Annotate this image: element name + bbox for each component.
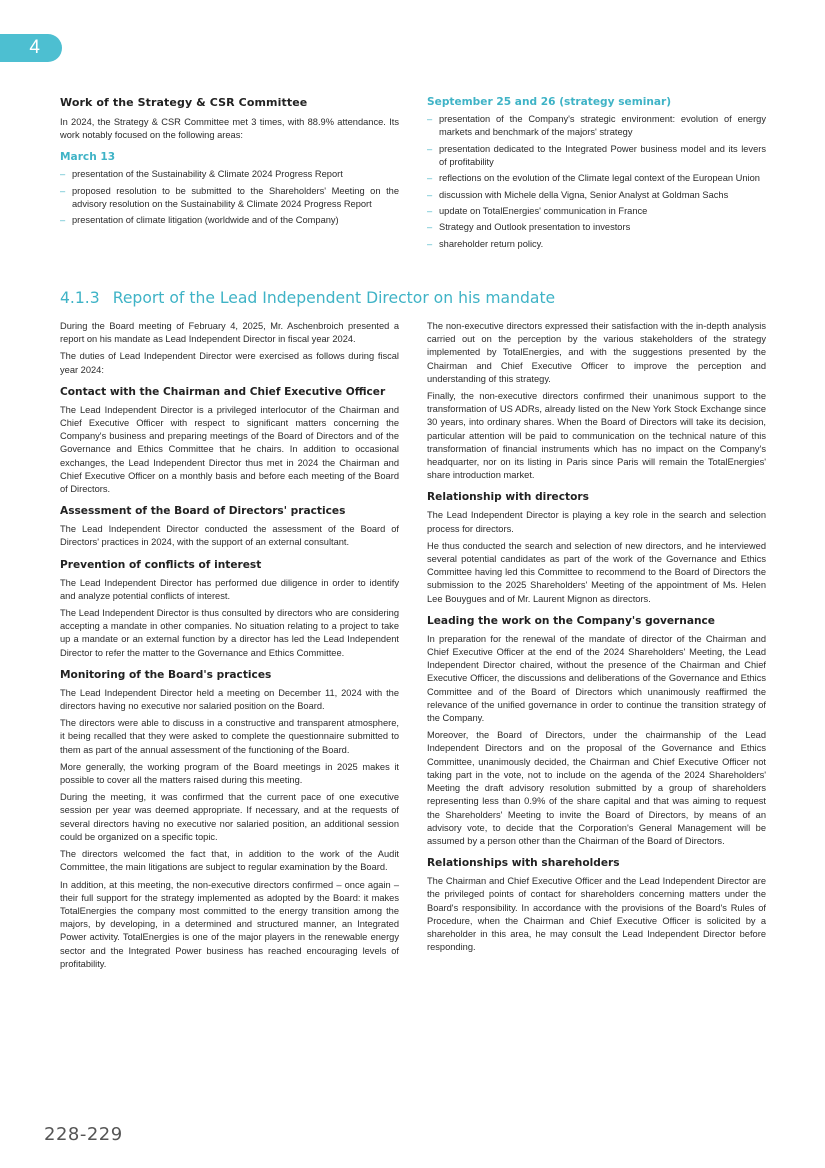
relationship-heading: Relationship with directors xyxy=(427,491,589,504)
chapter-tab: 4 xyxy=(0,34,62,62)
monitoring-paragraph-1: The Lead Independent Director held a meeting on December 11, 2024 with the directors having no executive nor salaried position on the Board. xyxy=(60,687,399,712)
assessment-paragraph: The Lead Independent Director conducted the assessment of the Board of Directors' practices in 2024, with the support of an external consultant. xyxy=(60,524,399,548)
contact-paragraph: The Lead Independent Director is a privileged interlocutor of the Chairman and Chief Executive Officer with respect to significant matters concerning the Company's business and preparing meetings of the Board of Directors and of the Governance and Ethics Committee that he chairs. In addition to occasional exchanges, the Lead Independent Director thus met in 2024 the Chairman and Chief Executive Officer on a monthly basis and before each meeting of the Board of Directors. xyxy=(60,404,399,495)
conflicts-paragraph-2: The Lead Independent Director is thus consulted by directors who are considering accepting a mandate in other companies. No situation relating to a project to take up a mandate or an external function by a director has led the Lead Independent Director to refer the matter to the Governance and Ethics Committee. xyxy=(60,608,399,658)
september-list xyxy=(427,113,766,251)
monitoring-paragraph-5: The directors welcomed the fact that, in addition to the work of the Audit Committee, the main litigations are subject to regular examination by the Board. xyxy=(60,849,399,873)
report-intro-1: During the Board meeting of February 4, 2025, Mr. Aschenbroich presented a report on his mandate as Lead Independent Director in fiscal year 2024. xyxy=(60,321,399,345)
adr-paragraph: Finally, the non-executive directors confirmed their unanimous support to the transformation of US ADRs, already listed on the New York Stock Exchange since 30 years, into ordinary shares. When the Board of Directors will take its decision, particular attention will be paid to communication on the technical nature of this transformation of financial instruments which has no impact on the Company's headquarter, nor on its listing in Paris since Paris will remain the TotalEnergies' share introduction market. xyxy=(427,391,766,481)
list-item: – Strategy and Outlook presentation to investors xyxy=(427,221,766,234)
page-number: 228-229 xyxy=(44,1124,123,1145)
shareholders-heading: Relationships with shareholders xyxy=(427,857,620,870)
monitoring-paragraph-2: The directors were able to discuss in a constructive and transparent atmosphere, it being recalled that they were asked to complete the questionnaire submitted to them as part of the annual assessment of the functioning of the Board. xyxy=(60,718,399,755)
section-title xyxy=(60,289,780,307)
list-item: – shareholder return policy. xyxy=(427,238,766,251)
shareholders-paragraph: The Chairman and Chief Executive Officer and the Lead Independent Director are the privileged points of contact for shareholders concerning matters under the Board's responsibility. In accordance with the provisions of the Board's Rules of Procedure, when the Chairman and Chief Executive Officer is solicited by a shareholder in this area, he may consult the Lead Independent Director before responding. xyxy=(427,876,766,953)
governance-heading: Leading the work on the Company's governance xyxy=(427,614,715,627)
list-item: – discussion with Michele della Vigna, Senior Analyst at Goldman Sachs xyxy=(427,189,766,202)
monitoring-paragraph-6: In addition, at this meeting, the non-executive directors confirmed – once again – their full support for the strategy implemented as adopted by the Board: it makes TotalEnergies the company most committed to the energy transition among the majors, by developing, in a determined and structured manner, an Integrated Power activity. TotalEnergies is one of the major players in the renewable energy sector and the Integrated Power business has reached encouraging levels of profitability. xyxy=(60,879,399,969)
conflicts-heading: Prevention of conflicts of interest xyxy=(60,558,262,571)
monitoring-paragraph-4: During the meeting, it was confirmed that the current pace of one executive session per year was deemed appropriate. If necessary, and at the requests of several directors having no executive nor salaried position, an additional session could be organized on a specific topic. xyxy=(60,792,399,842)
report-left-column xyxy=(60,320,399,975)
monitoring-heading: Monitoring of the Board's practices xyxy=(60,668,272,681)
report-right-column xyxy=(427,320,766,958)
committee-intro: In 2024, the Strategy & CSR Committee met 3 times, with 88.9% attendance. Its work notably focused on the following areas: xyxy=(60,117,399,141)
conflicts-paragraph-1: The Lead Independent Director has performed due diligence in order to identify and analyze potential conflicts of interest. xyxy=(60,577,399,601)
list-item: – update on TotalEnergies' communication in France xyxy=(427,205,766,218)
satisfaction-paragraph: The non-executive directors expressed their satisfaction with the in-depth analysis carried out on the perception by the various stakeholders of the strategy implemented by TotalEnergies, and with the suggestions presented by the Chairman and Chief Executive Officer to improve the perception and understanding of this strategy. xyxy=(427,321,766,384)
monitoring-paragraph-3: More generally, the working program of the Board meetings in 2025 makes it possible to cover all the matters raised during this meeting. xyxy=(60,761,399,786)
governance-paragraph-2: Moreover, the Board of Directors, under the chairmanship of the Lead Independent Directors and on the proposal of the Governance and Ethics Committee, unanimously decided, the Chairman and Chief Executive Officer not taking part in the vote, not to include on the agenda of the 2024 Shareholders' Meeting the draft advisory resolution submitted by a group of shareholders representing less than 0.9% of the share capital and that was aiming to request the Shareholders' Meeting to invite the Board of Directors, by means of an advisory vote, to decide that the Corporation's General Management will be assumed by a person other than the Chairman of the Board of Directors. xyxy=(427,730,766,846)
list-item: – presentation of the Company's strategic environment: evolution of energy markets and benchmark of the majors' strategy xyxy=(427,113,766,139)
section-number: 4.1.3 xyxy=(60,289,100,307)
report-intro-2: The duties of Lead Independent Director were exercised as follows during fiscal year 2024: xyxy=(60,351,399,375)
assessment-heading: Assessment of the Board of Directors' practices xyxy=(60,505,346,518)
list-item: – proposed resolution to be submitted to the Shareholders' Meeting on the advisory resolution on the Sustainability & Climate 2024 Progress Report xyxy=(60,185,399,211)
march-date: March 13 xyxy=(60,151,116,164)
list-item: – presentation of climate litigation (worldwide and of the Company) xyxy=(60,214,399,227)
committee-heading: Work of the Strategy & CSR Committee xyxy=(60,96,308,109)
committee-left-column xyxy=(60,96,399,231)
relationship-paragraph-2: He thus conducted the search and selection of new directors, and he interviewed several potential candidates as part of the work of the Governance and Ethics Committee having led this Committee to recommend to the Board of Directors the submission to the 2025 Shareholders' Meeting of the appointment of Ms. Helen Lee Bouygues and of Mr. Laurent Mignon as directors. xyxy=(427,540,766,604)
relationship-paragraph-1: The Lead Independent Director is playing a key role in the search and selection process for directors. xyxy=(427,510,766,534)
section-title-text: Report of the Lead Independent Director on his mandate xyxy=(112,289,556,307)
committee-right-column xyxy=(427,96,766,254)
contact-heading: Contact with the Chairman and Chief Executive Officer xyxy=(60,385,386,398)
list-item: – presentation of the Sustainability & Climate 2024 Progress Report xyxy=(60,168,399,181)
september-date: September 25 and 26 (strategy seminar) xyxy=(427,96,672,108)
list-item: – presentation dedicated to the Integrated Power business model and its levers of profitability xyxy=(427,143,766,169)
list-item: – reflections on the evolution of the Climate legal context of the European Union xyxy=(427,172,766,185)
governance-paragraph-1: In preparation for the renewal of the mandate of director of the Chairman and Chief Executive Officer at the end of the 2024 Shareholders' Meeting, the Lead Independent Director chaired, without the presence of the Chairman and Chief Executive Officer, the discussions and deliberations of the Governance and Ethics Committee and of the Board of Directors which unanimously reaffirmed the relevance of the unified governance in order to continue the transition strategy of the Company. xyxy=(427,633,766,724)
march-list xyxy=(60,168,399,227)
